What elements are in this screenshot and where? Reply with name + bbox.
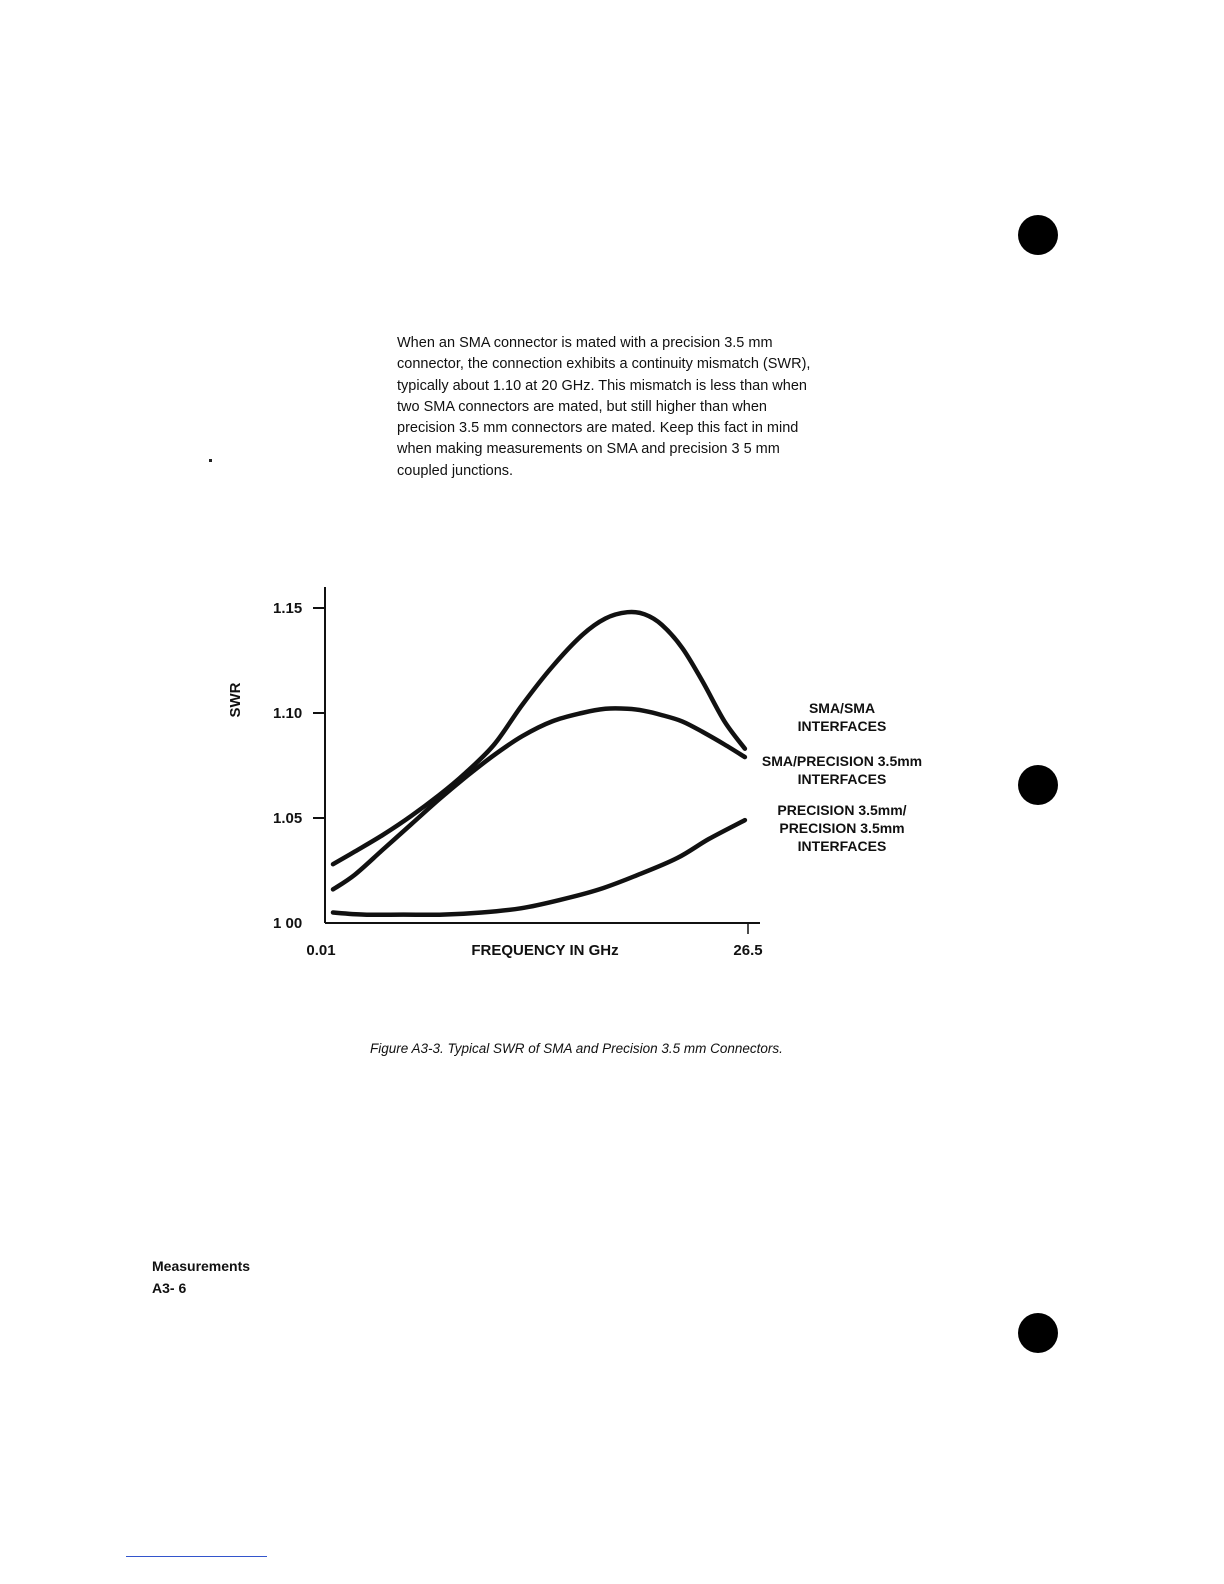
footer-page-number: A3- 6 [152,1280,187,1296]
legend-sma-precision [762,753,922,787]
legend-line: PRECISION 3.5mm/ [777,802,907,818]
footer-section: Measurements [152,1258,251,1274]
legend-line: INTERFACES [797,718,887,734]
y-tick-label: 1.15 [273,600,303,617]
bottom-rule [126,1556,267,1557]
x-tick-label-end: 26.5 [733,942,763,959]
paragraph-line: when making measurements on SMA and precision 3 5 mm [397,441,780,458]
legend-line: PRECISION 3.5mm [779,820,905,836]
x-axis-title: FREQUENCY IN GHz [471,942,619,959]
series-line-precision-precision [333,820,745,915]
y-ticks [273,600,325,932]
paragraph-line: typically about 1.10 at 20 GHz. This mismatch is less than when [397,377,807,394]
chart-axes [325,587,760,934]
legend-line: SMA/PRECISION 3.5mm [761,753,923,769]
paragraph-line: connector, the connection exhibits a continuity mismatch (SWR), [397,356,811,373]
punch-hole-bottom [1018,1313,1058,1353]
legend-line: INTERFACES [797,771,887,787]
series-line-sma-precision [333,708,745,889]
y-axis-title: SWR [227,682,244,718]
paragraph-line: coupled junctions. [397,462,514,479]
page-footer [152,1255,250,1299]
legend-precision-precision [777,802,906,854]
paragraph-line: two SMA connectors are mated, but still higher than when [397,398,767,415]
paragraph-line: When an SMA connector is mated with a precision 3.5 mm [397,335,773,351]
legend-line: SMA/SMA [808,700,876,716]
legend-line: INTERFACES [797,838,887,854]
figure-caption: Figure A3-3. Typical SWR of SMA and Precision 3.5 mm Connectors. [370,1041,783,1056]
legend-sma-sma [798,700,887,734]
y-tick-label: 1.10 [273,705,303,722]
paragraph-line: precision 3.5 mm connectors are mated. Keep this fact in mind [397,420,799,437]
y-tick-label: 1 00 [273,915,303,932]
x-tick-label-start: 0.01 [306,942,336,959]
series-line-sma-sma [333,612,745,864]
series-lines [333,612,745,915]
y-tick-label: 1.05 [273,810,303,827]
